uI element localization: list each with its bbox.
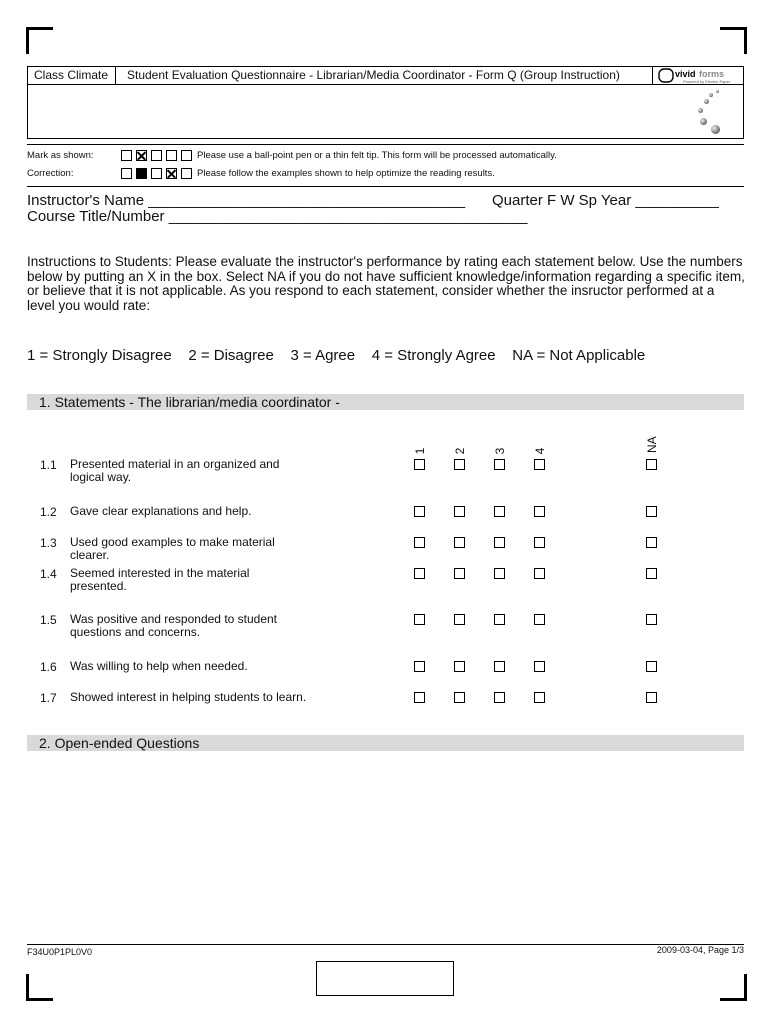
course-title-field[interactable]: Course Title/Number ___________________________________________ — [27, 208, 528, 225]
rating-1-checkbox[interactable] — [414, 568, 425, 579]
rating-1-checkbox[interactable] — [414, 459, 425, 470]
column-header-na: NA — [645, 436, 659, 453]
rating-4-checkbox[interactable] — [534, 459, 545, 470]
example-empty-checkbox — [151, 168, 162, 179]
question-text: Showed interest in helping students to learn. — [70, 690, 307, 704]
column-header-3: 3 — [493, 447, 507, 455]
example-filled-checkbox — [136, 168, 147, 179]
example-crossed-checkbox — [136, 150, 147, 161]
rating-2-checkbox[interactable] — [454, 692, 465, 703]
decorative-dot — [716, 90, 719, 93]
corner-mark-top-left — [26, 27, 53, 54]
form-title: Student Evaluation Questionnaire - Librarian/Media Coordinator - Form Q (Group Instruction) — [115, 66, 653, 85]
question-text: Was willing to help when needed. — [70, 659, 248, 673]
rating-3-checkbox[interactable] — [494, 459, 505, 470]
rating-3-checkbox[interactable] — [494, 537, 505, 548]
rating-4-checkbox[interactable] — [534, 506, 545, 517]
question-text: Seemed interested in the material presented. — [70, 566, 250, 593]
question-number: 1.2 — [40, 505, 57, 519]
rating-2-checkbox[interactable] — [454, 459, 465, 470]
correction-instruction-text: Please follow the examples shown to help optimize the reading results. — [197, 168, 495, 179]
question-text: Was positive and responded to student questions and concerns. — [70, 612, 278, 639]
rating-na-checkbox[interactable] — [646, 614, 657, 625]
rating-4-checkbox[interactable] — [534, 614, 545, 625]
class-climate-label: Class Climate — [27, 66, 116, 85]
correction-label: Correction: — [27, 168, 74, 179]
example-empty-checkbox — [166, 150, 177, 161]
rating-na-checkbox[interactable] — [646, 459, 657, 470]
rating-na-checkbox[interactable] — [646, 661, 657, 672]
question-number: 1.1 — [40, 458, 57, 472]
footer-empty-box — [316, 961, 454, 996]
example-empty-checkbox — [181, 168, 192, 179]
marking-divider-top — [27, 144, 744, 145]
corner-mark-top-right — [720, 27, 747, 54]
example-empty-checkbox — [121, 168, 132, 179]
svg-text:vivid: vivid — [675, 69, 696, 79]
section-1-header: 1. Statements - The librarian/media coordinator - — [27, 394, 744, 410]
rating-na-checkbox[interactable] — [646, 506, 657, 517]
rating-2-checkbox[interactable] — [454, 506, 465, 517]
rating-na-checkbox[interactable] — [646, 692, 657, 703]
example-empty-checkbox — [151, 150, 162, 161]
rating-na-checkbox[interactable] — [646, 537, 657, 548]
instructor-name-field[interactable]: Instructor's Name ______________________________________ — [27, 192, 466, 209]
rating-1-checkbox[interactable] — [414, 692, 425, 703]
vividforms-logo-icon — [653, 67, 743, 84]
column-header-4: 4 — [533, 447, 547, 455]
rating-1-checkbox[interactable] — [414, 506, 425, 517]
rating-4-checkbox[interactable] — [534, 692, 545, 703]
rating-3-checkbox[interactable] — [494, 568, 505, 579]
rating-1-checkbox[interactable] — [414, 661, 425, 672]
decorative-dot — [698, 108, 703, 113]
column-header-2: 2 — [453, 447, 467, 455]
marking-divider-bottom — [27, 186, 744, 187]
rating-2-checkbox[interactable] — [454, 537, 465, 548]
rating-4-checkbox[interactable] — [534, 661, 545, 672]
rating-1-checkbox[interactable] — [414, 614, 425, 625]
question-number: 1.6 — [40, 660, 57, 674]
question-text: Gave clear explanations and help. — [70, 504, 252, 518]
vividforms-logo — [652, 66, 744, 85]
quarter-year-field[interactable]: Quarter F W Sp Year __________ — [492, 192, 719, 209]
section-2-header: 2. Open-ended Questions — [27, 735, 744, 751]
example-crossed-checkbox — [166, 168, 177, 179]
question-number: 1.4 — [40, 567, 57, 581]
rating-na-checkbox[interactable] — [646, 568, 657, 579]
question-text: Presented material in an organized and logical way. — [70, 457, 280, 484]
rating-2-checkbox[interactable] — [454, 614, 465, 625]
example-empty-checkbox — [181, 150, 192, 161]
question-text: Used good examples to make material clearer. — [70, 535, 275, 562]
rating-1-checkbox[interactable] — [414, 537, 425, 548]
svg-text:forms: forms — [699, 69, 725, 79]
rating-2-checkbox[interactable] — [454, 661, 465, 672]
question-number: 1.7 — [40, 691, 57, 705]
decorative-dot — [711, 125, 720, 134]
mark-as-shown-label: Mark as shown: — [27, 150, 94, 161]
rating-3-checkbox[interactable] — [494, 661, 505, 672]
decorative-dot — [709, 93, 713, 97]
question-number: 1.3 — [40, 536, 57, 550]
corner-mark-bottom-left — [26, 974, 53, 1001]
decorative-dot — [704, 99, 709, 104]
rating-4-checkbox[interactable] — [534, 568, 545, 579]
rating-4-checkbox[interactable] — [534, 537, 545, 548]
decorative-dot — [700, 118, 707, 125]
example-empty-checkbox — [121, 150, 132, 161]
mark-instruction-text: Please use a ball-point pen or a thin felt tip. This form will be processed automatically. — [197, 150, 557, 161]
form-code: F34U0P1PL0V0 — [27, 947, 93, 957]
rating-scale-legend: 1 = Strongly Disagree 2 = Disagree 3 = Agree 4 = Strongly Agree NA = Not Applicable — [27, 347, 646, 364]
date-and-page: 2009-03-04, Page 1/3 — [656, 945, 744, 955]
instructions-paragraph: Instructions to Students: Please evaluate the instructor's performance by rating each statement below. Use the numbers below by putting an X in the box. Select NA if you do not have sufficient knowledge/information regarding a specific item, or believe that it is not applicable. As you respond to each statement, consider whether the insructor performed at a level you would rate: — [27, 254, 745, 313]
header-blank-area — [27, 84, 744, 139]
question-number: 1.5 — [40, 613, 57, 627]
column-header-1: 1 — [413, 447, 427, 455]
rating-3-checkbox[interactable] — [494, 506, 505, 517]
rating-2-checkbox[interactable] — [454, 568, 465, 579]
rating-3-checkbox[interactable] — [494, 692, 505, 703]
corner-mark-bottom-right — [720, 974, 747, 1001]
svg-text:Powered by Electric Paper: Powered by Electric Paper — [683, 79, 731, 84]
rating-3-checkbox[interactable] — [494, 614, 505, 625]
